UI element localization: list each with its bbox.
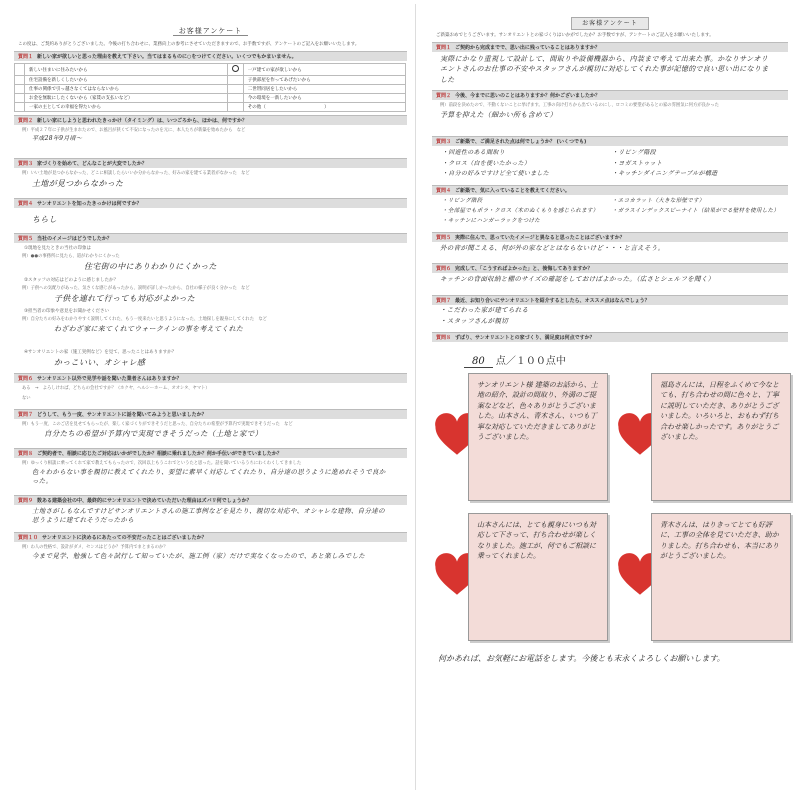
handwritten-answer: 子供を連れて行っても対応がよかった	[54, 293, 196, 303]
list-item: ・全部屋でもポラ・クロス（木のぬくもりを感じられます）	[442, 207, 599, 214]
reason-options-table	[14, 63, 406, 112]
question-example: 例）もう一度、このご店を見せてもらったが、楽しく家づくりができそうだと思った、自分たちの希望が予算内で実現できそうだった など	[22, 422, 293, 428]
left-question-4	[14, 198, 407, 228]
question-number: 質問２	[436, 92, 452, 99]
list-item: ・こだわった家が建てられる	[440, 305, 529, 314]
question-text: 家づくりを始めて、どんなことが大変でしたか？	[37, 160, 147, 167]
table-row	[15, 64, 406, 76]
score-value: 80	[464, 356, 493, 368]
question-text: どうして、もう一度、サンオリエントに話を聞いてみようと思いましたか？	[37, 412, 207, 419]
list-item: ・ガラスインデックスピーナイト（結果がでる壁材を使用した）	[612, 207, 780, 214]
table-row	[15, 85, 406, 94]
question-text: 最近、お知り合いにサンオリエントを紹介するとしたら、オススメ点はなんでしょう？	[455, 297, 650, 304]
handwritten-answer: 平成28年9月頃〜	[32, 135, 83, 143]
note-text: 青木さんは、はりきってとても好評に、工事の全体を見ていただき、助かりました。打ち合わせも、本当にありがとうございました。	[651, 513, 791, 641]
checkbox-cell[interactable]	[227, 103, 243, 112]
handwritten-answer: 今まで見学、勉強して色々試行して知っていたが、施工例（家）だけで実なくなったので、あと楽しみでした	[32, 551, 366, 560]
question-number: 質問９	[18, 497, 34, 504]
question-number: 質問７	[18, 412, 34, 419]
question-text: ご新築で、ご満足された点は何でしょうか？ (いくつでも)	[455, 138, 587, 145]
question-number: 質問５	[436, 234, 452, 241]
right-question-8	[432, 332, 788, 342]
note-text: サンオリエント様 建築のお話から、土地の紹介、設計の間取り、外溝のご提案などなど、色々ありがとうございました。山本さん、青木さん、いつも丁寧な対応していただきましてありがとうございました。	[468, 373, 608, 501]
left-question-8	[14, 448, 407, 489]
table-row	[15, 94, 406, 103]
question-example: 例）子供への気配りがあった、気さくな感じがあったから、説明が詳しかったから、自社の様子が良く分かった など	[22, 285, 250, 291]
satisfaction-score	[464, 352, 796, 367]
question-number: 質問６	[18, 376, 34, 383]
list-item: ・ヨガストゥット	[612, 159, 663, 167]
thank-you-notes	[434, 373, 786, 643]
right-question-3	[432, 136, 788, 182]
note-text: 福島さんには、日程をふくめて今なとても、打ち合わせの間に色々と、丁寧に説明していただき、ありがとうございました。いろいろと、おもわず打ち合わせ楽しかったです。ありがとうございました。	[651, 373, 791, 501]
left-question-5	[14, 233, 407, 370]
checkbox-cell[interactable]	[15, 76, 25, 85]
question-example: 例）自分たちの好みをわかりやすく説明してくれた、もう一度来たいと思うようになった、土地探しを親身にしてくれた など	[22, 317, 267, 323]
note-card	[617, 513, 786, 643]
question-number: 質問８	[18, 450, 34, 457]
checkbox-cell[interactable]	[15, 85, 25, 94]
checkbox-cell[interactable]	[15, 94, 25, 103]
handwritten-answer: 住宅街の中にありわかりにくかった	[84, 262, 217, 272]
question-example: 例）わ人の性格で、設計がダメ、センスはどうか？予算内でまとまるのか？	[22, 544, 168, 550]
answer-list	[432, 195, 788, 229]
sub-question: ④サンオリエントの家（施工実例など）を見て、思ったことはありますか？	[24, 349, 177, 355]
question-answer: ない	[22, 396, 31, 402]
list-item: ・クロス（白を使いたかった）	[442, 159, 531, 167]
left-question-10	[14, 532, 407, 563]
question-number: 質問４	[18, 200, 34, 207]
question-example: 例）いい土地が見つからなかった、どこに相談したらいいか分からなかった、好みの家を建てる業者がなかった など	[22, 170, 250, 176]
option-label: 一家の主としての幸福を得たいから	[25, 103, 228, 112]
checkbox-cell[interactable]	[227, 85, 243, 94]
sub-question: ②スタッフの対応はどのように感じましたか？	[24, 277, 119, 283]
left-question-7	[14, 409, 407, 442]
question-text: ご契約から完成までで、思い出に残っていることはありますか？	[455, 45, 600, 52]
left-intro: この度は、ご契約ありがとうございました。今後の打ち合わせに、業務向上の参考にさせていただきますので、お手数ですが、アンケートのご記入をお願いいたします。	[18, 42, 360, 47]
right-question-5	[432, 232, 788, 255]
question-text: サンオリエントに決めるにあたっての不安だったことはございましたか？	[42, 534, 207, 541]
list-item: ・回遊性のある間取り	[442, 148, 506, 156]
question-example: 例）平成２７年に子供が生まれたので、お風呂が狭くて不安になったのを元に、本人たちが新築を始めたから など	[22, 128, 246, 134]
handwritten-answer: わざわざ家に来てくれてウォークインの事を考えてくれた	[54, 325, 244, 334]
question-number: 質問５	[18, 236, 34, 243]
survey-page-right	[424, 4, 796, 790]
option-label: 新しい住まいに住みたいから	[25, 64, 228, 76]
left-question-2	[14, 115, 407, 146]
question-number: 質問６	[436, 266, 452, 273]
handwritten-answer: 自分たちの希望が予算内で実現できそうだった（土地と家で）	[44, 429, 263, 439]
right-title: お客様アンケート	[424, 18, 796, 27]
right-question-1	[432, 42, 788, 86]
note-card	[434, 513, 603, 643]
handwritten-answer: 土地さがしもなんですけどサンオリエントさんの施工事例などを見たり、親切な対応や、オシャレな建物、自分達の思うように建てれそうだったから	[32, 506, 385, 525]
circle-mark-icon	[232, 65, 239, 72]
table-row	[15, 76, 406, 85]
left-question-1	[14, 51, 407, 61]
checkbox-cell[interactable]	[15, 64, 25, 76]
list-item: ・エコカラット（大きな形壁です）	[612, 197, 705, 204]
handwritten-answer: 色々わからない事を親切に教えてくれたり、要望に素早く対応してくれたり、自分達の思うように進めれそうで良かった。	[32, 467, 386, 486]
question-example: ある → よろしければ、どちらの会社ですか？（ホクヤ、ヘルシーホーム、オオシタ、ヤマト）	[22, 386, 210, 392]
option-label: お金を無駄にしたくないから（家賃の支払いなど）	[25, 94, 228, 103]
left-question-3	[14, 158, 407, 192]
question-example: 例）ゆっくり相談に乗ってくれて家で教えてもらったので、次回以上もうこれでというたと思った。話を聞いているうちにわくわくしてきました	[22, 460, 302, 466]
left-question-6	[14, 373, 407, 401]
table-row	[15, 103, 406, 112]
question-text: 完成して、「こうすればよかった」と、後悔してありますか？	[455, 266, 593, 273]
question-number: 質問１０	[18, 534, 39, 541]
note-card	[617, 373, 786, 503]
left-question-9	[14, 495, 407, 528]
question-number: 質問２	[18, 118, 34, 125]
handwritten-answer: かっこいい、オシャレ感	[54, 357, 146, 367]
sub-question: ①現地を見たときの当社の印象は	[24, 246, 92, 252]
answer-list	[432, 146, 788, 182]
right-question-2	[432, 90, 788, 122]
question-text: ご新築で、気に入っていることを教えてください。	[455, 187, 570, 194]
checkbox-cell[interactable]	[227, 76, 243, 85]
checkbox-cell[interactable]	[15, 103, 25, 112]
question-number: 質問３	[436, 138, 452, 145]
right-intro: ご新築おめでとうございます。サンオリエントとの家づくりはいかがでしたか？お手数ですが、アンケートのご記入をお願いいたします。	[436, 33, 714, 38]
question-number: 質問７	[436, 297, 452, 304]
closing-message: 何かあれば、お気軽にお電話をします。今後とも末永くよろしくお願いします。	[438, 653, 725, 663]
option-label: その他（ ）	[243, 103, 405, 112]
question-text: ご契約者で、相談に応じたご対応はいかがでしたか？相談に乗れましたか？何か手伝いができていましたか？	[37, 450, 282, 457]
question-number: 質問８	[436, 334, 452, 341]
list-item: ・キッチンダイニングテーブルが構造	[612, 170, 718, 178]
list-item: ・リビング階段	[612, 148, 656, 156]
option-label: 二世帯同居をしたいから	[243, 85, 405, 94]
option-label: 今の環境を一新したいから	[243, 94, 405, 103]
question-text: ずばり、サンオリエントとの家づくり、満足度は何点ですか？	[455, 334, 595, 341]
note-card	[434, 373, 603, 503]
question-number: 質問３	[18, 160, 34, 167]
note-text: 山本さんには、とても親身にいつも対応して下さって、打ち合わせが楽しくなりました。施工が、何でもご相談に乗ってくれました。	[468, 513, 608, 641]
checkbox-cell-checked[interactable]	[227, 64, 243, 76]
option-label: 仕事の関係で引っ越さなくてはならないから	[25, 85, 228, 94]
question-text: 今後、今までに思いのことはありますか？何かございましたか？	[455, 92, 601, 99]
question-example: 例）前段を決めたので、不動くないことに挙げます。工事の向け打ちから出ているのにし、ロコミの要望があるとの家の雰囲気に何方が良かった	[440, 102, 719, 108]
list-item: ・自分の好みですけど全て使いました	[442, 170, 550, 178]
question-example: 例）●●の事務所に見たら、道がわかりにくかった	[22, 254, 120, 260]
sub-question: ③担当者の印象や意見をお聞かせください	[24, 309, 110, 315]
score-suffix: 点／１００点中	[495, 355, 566, 367]
list-item: ・キッチンにハンガーラックをつけた	[442, 217, 541, 224]
checkbox-cell[interactable]	[227, 94, 243, 103]
question-text: 実際に住んで、思っていたイメージと異なると思ったことはございますか？	[455, 234, 625, 241]
right-question-6	[432, 263, 788, 286]
handwritten-answer: 実際にかなり重視して設計して、間取りや設備機器から、内装まで考えて出来た事。かなりサンオリエントさんのお仕事の不安やスタッフさんが親切に対応してくれた事が記憶的で良い思い出になりました	[440, 55, 769, 84]
question-number: 質問４	[436, 187, 452, 194]
question-text: 新しい家が欲しいと思った理由を教えて下さい。当てはまるものに○をつけてください。いくつでもかまいません。	[37, 54, 297, 61]
list-item: ・リビング階段	[442, 197, 483, 204]
right-question-7	[432, 295, 788, 328]
handwritten-answer: ちらし	[32, 214, 57, 224]
handwritten-answer: 外の音が聞こえる、何が外の家などとはならないけど・・・と言えそう。	[440, 243, 665, 252]
question-text: サンオリエント以外で見学や話を聞いた業者さんはありますか？	[37, 376, 182, 383]
handwritten-answer: 土地が見つからなかった	[32, 178, 124, 188]
right-question-4	[432, 185, 788, 229]
option-label: 一戸建ての家が欲しいから	[243, 64, 405, 76]
handwritten-answer: 予算を抑えた（細かい所も含めて）	[440, 110, 557, 119]
question-number: 質問１	[18, 54, 34, 61]
left-title: お客様アンケート	[6, 26, 415, 36]
option-label: 子供部屋を作ってあげたいから	[243, 76, 405, 85]
handwritten-answer: キッチンの背面収納と棚のサイズの確認をしておけばよかった。（広さとシェルフを聞く）	[440, 275, 715, 284]
survey-page-left	[6, 4, 416, 790]
list-item: ・スタッフさんが親切	[440, 317, 508, 326]
question-text: サンオリエントを知ったきっかけは何ですか？	[37, 200, 142, 207]
question-text: 新しい家にしようと思われたきっかけ（タイミング）は、いつごろから、ほかは、何ですか？	[37, 118, 247, 125]
question-text: 当社のイメージはどうでしたか？	[37, 236, 112, 243]
question-number: 質問１	[436, 45, 452, 52]
option-label: 住宅設備を新しくしたいから	[25, 76, 228, 85]
question-text: 数ある建築会社の中、最終的にサンオリエントで決めていただいた理由はズバリ何でしょうか？	[37, 497, 252, 504]
